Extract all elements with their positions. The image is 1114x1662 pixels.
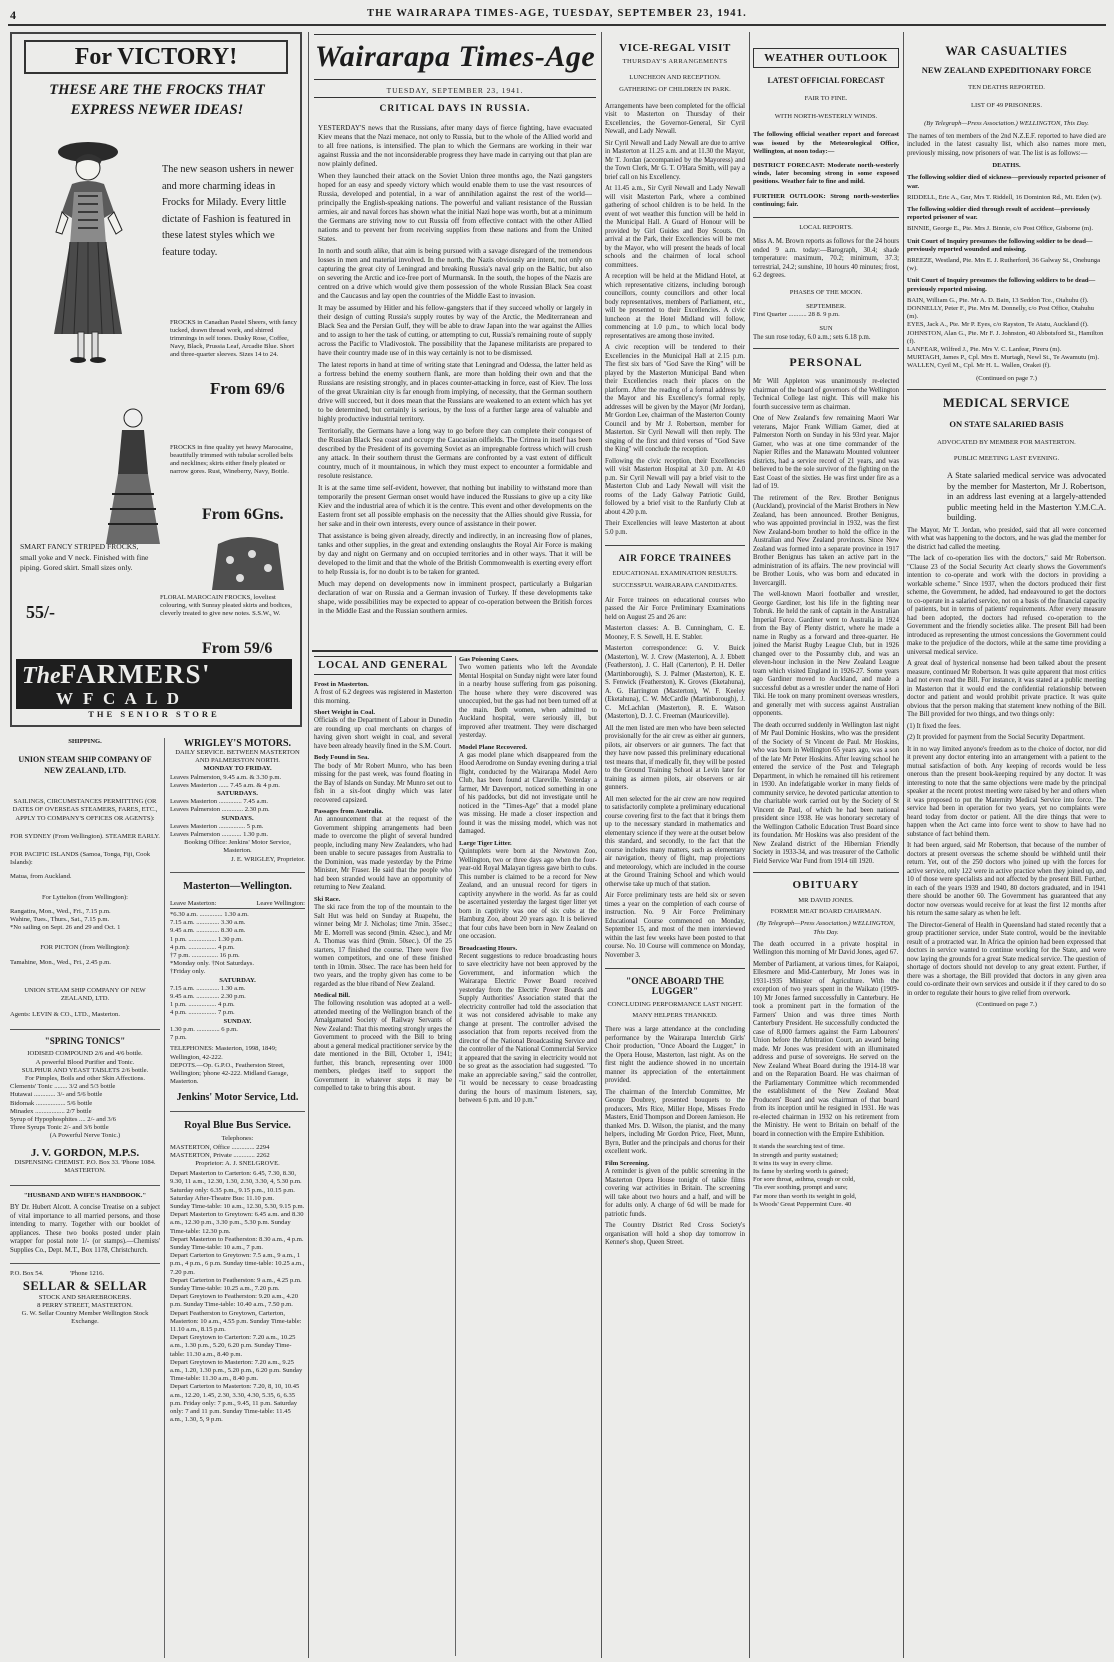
tonic-line: IODISED COMPOUND 2/6 and 4/6 bottle. bbox=[27, 1050, 143, 1058]
editorial-section bbox=[314, 34, 596, 644]
editorial-paragraph: Much may depend on developments now in imminent prospect, particularly a Bulgarian declaration of war on Russia and a German invasion of Turkey. If these developments take shape, wide possibilities may be expected to appear of co-operation between the British forces in the Middle East and the Russian southern armies. bbox=[318, 580, 592, 615]
vice-regal-sub3: GATHERING OF CHILDREN IN PARK. bbox=[619, 86, 731, 94]
editorial-heading: CRITICAL DAYS IN RUSSIA. bbox=[379, 104, 531, 114]
shipping-company: UNION STEAM SHIP COMPANY OF NEW ZEALAND, LTD. bbox=[18, 755, 152, 776]
medical-paragraph: A great deal of hysterical nonsense had been talked about the present measure, continued Mr Robertson. It was quite apparent that most critics had not even read the Bill. For instance, it was stated at a public meeting in Masterton that it would end the confidential relationship between doctor and patient and would prohibit private practice. It was quite obvious that the person making that statement knew nothing of the Bill. The Bill provided for two things, and two things only: bbox=[907, 660, 1106, 719]
air-force-paragraph: Air Force trainees on educational courses who passed the Air Force Preliminary Examinations held on August 25 and 26 are: bbox=[605, 596, 745, 621]
lugger-paragraph: The chairman of the Interclub Committee, Mr George Doubrey, presented bouquets to the producers, Mrs Rice, Miller Hope, Misses Fredo Masters, Enid Thompson and Doreen Jamieson. He thanked Mrs. D. Wilson, the pianist, and the many helpers, including Mr Gordon Price, Fleet, Munn, Byrn, Butler and the principals and chorus for their excellent work. bbox=[605, 1088, 745, 1156]
air-force-sub2: SUCCESSFUL WAIRARAPA CANDIDATES. bbox=[612, 582, 738, 590]
timetable-row: 1.30 p.m. .............. 6 p.m. bbox=[170, 1025, 238, 1033]
casualty-entry: LANFEAR, Wilfred J., Pte. Mrs V. C. Lanfear, Pireru (m). bbox=[907, 345, 1062, 353]
timetable-rows bbox=[170, 911, 305, 1042]
item-title: Gas Poisoning Cases. bbox=[459, 656, 519, 663]
timetable-row: 4 p.m. ................. 4 p.m. bbox=[170, 943, 235, 951]
editorial-paragraph: It may be assumed by Hitler and his fellow-gangsters that if they succeed wholly or largely in their design of cutting Russia's supply routes by way of the Arctic, the Mediterranean and Black Sea and the Persian Gulf, they will be able to draw Japan into the war against the Allies and to assign to her the task of cutting, or attempting to cut, Russia's remaining route of supply across the Pacific to Vladivostok. The possibility that the Japanese militarists are prepared to have their country made use of in this way certainly is not to be dismissed. bbox=[318, 304, 592, 357]
medical-continued: (Continued on page 7.) bbox=[976, 1001, 1037, 1009]
casualty-entry: WALLEN, Cyril M., Cpl. Mr H. L. Wallen, Orakei (f). bbox=[907, 362, 1051, 370]
tonic-line: (A Powerful Nerve Tonic.) bbox=[49, 1132, 121, 1140]
royal-blue-proprietor: Proprietor: A. J. SNELGROVE. bbox=[195, 1159, 280, 1167]
died-accident: The following soldier died through result of accident—previously reported prisoner of war. bbox=[907, 205, 1090, 222]
lugger-sub2: MANY HELPERS THANKED. bbox=[632, 1012, 718, 1020]
royal-blue-line: Depart Masterton to Featherston: 8.30 a.m., 4 p.m. Sunday Time-table: 10 a.m., 7 p.m. bbox=[170, 1235, 304, 1251]
medical-sub3: PUBLIC MEETING LAST EVENING. bbox=[953, 454, 1060, 462]
timetable-row: *Monday only. †Not Saturdays. bbox=[170, 960, 255, 968]
wrigley-heading: WRIGLEY'S MOTORS. bbox=[183, 738, 292, 749]
casualty-entry: MURTAGH, James P., Cpl. Mrs E. Murtagh, Newl St., Te Awamutu (m). bbox=[907, 354, 1100, 362]
film-text: A reminder is given of the public screening in the Masterton Opera House tonight of talkie films covering war activities in Britain. The screening will take about two hours and a half, and will be for adults only. A charge of 6d will be made for patriotic funds. bbox=[605, 1168, 745, 1218]
wrigley-sub: DAILY SERVICE. BETWEEN MASTERTON AND PALMERSTON NORTH. bbox=[175, 749, 300, 765]
shipping-heading: SHIPPING. bbox=[68, 738, 102, 745]
timetable-row: 4 p.m. ................. 7 p.m. bbox=[170, 1009, 235, 1017]
timetable-row: *6.30 a.m. .............. 1.30 a.m. bbox=[170, 911, 249, 919]
weather-heading: WEATHER OUTLOOK bbox=[753, 48, 899, 68]
personal-paragraph: The retirement of the Rev. Brother Benignus (Auckland), provincial of the Marist Brothers in New Zealand, has been announced. Brother Benignus, who was appointed provincial in 1932, was the first New Zealand-born brother to hold the office in the Australian and New Zealand provinces. Since New Zealand was formed into a separate province in 1917 Brother Benignus has taken an active part in the administration of its affairs. The new provincial will be Brother Louis, who was born and educated in Invercargill. bbox=[753, 494, 899, 587]
casualty-entry: EYES, Jack A., Pte. Mr P. Eyes, c/o Rayston, Te Atatu, Auckland (f). bbox=[907, 321, 1089, 329]
shipping-column bbox=[10, 738, 165, 1658]
medical-paragraph: It in no way limited anyone's freedom as to the choice of doctor, nor did it prevent any doctor entering into an arrangement with a patient to the mutual satisfaction of both. Any keeping of records would be less onerous than the present book-keeping required by any doctor. It was interesting to note that the same objections were made by the principal speaker at the recent protest meeting were raised by her and others when it was proposed to put the Maternity Medical Service into force. The service had been in operation for two years, yet no complaints were heard today from doctor or patient. All the dire things that were to happen when the Act came into force went to show to have had no substance of fact behind them. bbox=[907, 745, 1106, 838]
moon-first-quarter: First Quarter ........... 28 8. 9 p.m. bbox=[753, 311, 840, 319]
vice-regal-paragraph: Sir Cyril Newall and Lady Newall are due to arrive in Masterton at 11.25 a.m. and at 11.30 the Mayor, Mr T. Jordan (accompanied by the Mayoress) and the Town Clerk, Mr G. T. O'Hara Smith, will pay a brief call on his Excellency. bbox=[605, 139, 745, 181]
casualties-source: (By Telegraph—Press Association.) WELLINGTON, This Day. bbox=[924, 120, 1089, 128]
wrigley-line: Leaves Masterton ...... 7.45 a.m. & 4 p.m. bbox=[170, 781, 280, 789]
royal-blue-line: Depart Greytown to Featherston: 9.20 a.m., 4.20 p.m. Sunday Time-table: 10.40 a.m., 7.50 p.m. bbox=[170, 1293, 299, 1309]
wrigley-line: Leaves Masterton ................ 5 p.m. bbox=[170, 822, 264, 830]
ad-subhead: THESE ARE THE FROCKS THAT EXPRESS NEWER IDEAS! bbox=[49, 82, 265, 118]
casualties-deaths: TEN DEATHS REPORTED. bbox=[968, 84, 1045, 91]
verse-line: It wins its way in every clime. bbox=[753, 1159, 833, 1167]
tonic-line: Clements' Tonic ........ 3/2 and 5/3 bottle bbox=[10, 1083, 116, 1091]
verse-line: Is Woods' Great Peppermint Cure. 40 bbox=[753, 1200, 852, 1208]
item-text: The ski race from the top of the mountain to the Salt Hut was held on Sunday at Ruapehu, the winner being Mr J. Nicholas; time 7min. 35sec.; Mr E. Morrell was second (9min. 42sec.), and Mr A. Thomas was third (9min. 50sec.). Of the 25 starters, 17 finished the course. There were five women competitors, and one of these finished tenth in 10min. 30sec. The race has been held for two years, and the trophy given has come to be regarded as the blue riband of New Zealand. bbox=[314, 904, 452, 988]
royal-blue-line: Depart Masterton to Greytown: 6.45 a.m. and 8.30 a.m., 12.30 p.m., 3.30 p.m., 5.30 p.m. Sunday Time-table: 12.30 p.m. bbox=[170, 1211, 304, 1235]
shipping-notice: SAILINGS, CIRCUMSTANCES PERMITTING (OR DATES OF OVERSEAS STEAMERS, FARES, ETC., APPLY TO COMPANY'S OFFICES OR AGENTS): bbox=[12, 798, 158, 822]
local-item bbox=[314, 754, 452, 805]
item-title: Body Found in Sea. bbox=[314, 754, 369, 762]
wrigley-mon-fri: MONDAY TO FRIDAY. bbox=[203, 765, 272, 773]
spring-tonics-list bbox=[10, 1050, 160, 1140]
editorial-paragraph: YESTERDAY'S news that the Russians, after many days of fierce fighting, have evacuated Kiev means that the Nazi menace, not only to Russia, but to the whole of the Allied world and to all free nations, is intensified. The plan to which the Germans are working in their war against Russia and the not inconsiderable progress they have made in carrying out that plan are now plainly defined. bbox=[318, 124, 592, 168]
editorial-body bbox=[318, 124, 592, 644]
royal-blue-line: Depart Masterton to Carterton: 6.45, 7.30, 8.30, 9.30, 11 a.m., 12.30, 1.30, 2.30, 3.30, 4, 5.30 p.m. Saturday only: 6.35 p.m., 9.15 p.m., 10.15 p.m. bbox=[170, 1170, 302, 1194]
verse-line: For sore throat, asthma, cough or cold, bbox=[753, 1176, 855, 1184]
medical-heading: MEDICAL SERVICE bbox=[943, 395, 1070, 410]
wrigley-line: Leaves Palmerston ............ 1.30 p.m. bbox=[170, 831, 268, 839]
farmers-logo bbox=[16, 659, 292, 721]
deaths-heading: DEATHS. bbox=[992, 162, 1021, 170]
item-text: Officials of the Department of Labour in Dunedin are rounding up coal merchants on charges of having given short weight in coal, and several have been already heavily fined in the S.M. Court. bbox=[314, 717, 452, 750]
royal-blue-line: Depart Greytown to Carterton: 7.20 a.m., 10.25 a.m., 1.30 p.m., 5.20, 6.20 p.m. Sunday Time-table: 11.30 a.m., 8.40 p.m. bbox=[170, 1334, 296, 1358]
weather-fine: FAIR TO FINE. bbox=[804, 95, 848, 102]
logo-name: FARMERS' bbox=[60, 659, 211, 689]
timetable-row: †Friday only. bbox=[170, 968, 206, 976]
obituary-name: MR DAVID JONES. bbox=[798, 897, 854, 905]
editorial-paragraph: In north and south alike, that aim is being pursued with a savage disregard of the tremendous losses in men and material involved. In the north, the Nazis obviously are intent, not only on capturing the great city of Leningrad and breaking Russia's naval grip on the Baltic, but also on severing the Arctic and ice-free port of Murmansk. In the south, the hopes of the Nazis are centred on a drive which would give them possession of the whole Russian Black Sea coast and the Caucasus and lay open the countries of the Middle East to invasion. bbox=[318, 247, 592, 300]
wrigley-line: Leaves Masterton .............. 7.45 a.m. bbox=[170, 798, 268, 806]
floral-frock-illustration bbox=[208, 534, 288, 594]
timetable-row: 1 p.m. ................. 1.30 p.m. bbox=[170, 935, 243, 943]
royal-blue-heading: Royal Blue Bus Service. bbox=[184, 1120, 291, 1132]
shipping-sydney: FOR SYDNEY (From Wellington). STEAMER EARLY. bbox=[10, 832, 160, 840]
ad-item3-price: 55/- bbox=[26, 602, 55, 622]
casualties-continued: (Continued on page 7.) bbox=[976, 374, 1037, 382]
vice-regal-paragraph: Following the civic reception, their Excellencies will visit Masterton Hospital at 3.0 p.m. At 4.0 p.m. Sir Cyril Newall will pay a brief visit to the Masterton Club and Lady Newall will visit the rooms of the Lady Galway Patriotic Guild, followed by a brief visit to the Ranfurly Club at about 4.20 p.m. bbox=[605, 457, 745, 516]
medical-paragraph: (1) It fixed the fees. bbox=[907, 722, 961, 730]
royal-blue-tel: MASTERTON, Office .............. 2294 bbox=[170, 1143, 270, 1151]
wrigley-sundays: SUNDAYS. bbox=[221, 814, 254, 822]
lugger-sub: CONCLUDING PERFORMANCE LAST NIGHT. bbox=[607, 1001, 743, 1009]
vice-regal-paragraph: At 11.45 a.m., Sir Cyril Newall and Lady Newall will visit Masterton Park, where a combined gathering of school children is to be held. In the event of wet weather this function will be held in the Municipal Hall. A Guard of Honour will be provided by Girl Guides and Boy Scouts. On arrival at the Park, their Excellencies will be met by the Mayor, who will present the heads of local schools and the chairmen of local school committees. bbox=[605, 185, 745, 269]
timetable-row: SATURDAY. bbox=[219, 976, 256, 984]
weather-personal-column bbox=[753, 34, 899, 1658]
item-title: Passages from Australia. bbox=[314, 808, 384, 816]
item-text: A gas model plane which disappeared from the Hood Aerodrome on Sunday evening during a trial flight, conducted by the Wairarapa Model Aero Club, has been found at Clareville. Yesterday a farmer, Mr Davenport, noticed something in one of his paddocks, but did not investigate until he noticed in the "Times-Age" that a model plane was missing. He made a closer inspection and found it was the missing model, which was not damaged. bbox=[459, 751, 597, 836]
medical-lead: A State salaried medical service was advocated by the member for Masterton, Mr J. Robertson, in an address last evening at a largely-attended public meeting held in the Masterton Y.M.C.A. building. bbox=[947, 471, 1106, 523]
local-item bbox=[314, 709, 452, 751]
moon-heading: PHASES OF THE MOON. bbox=[789, 288, 863, 296]
timetable-row: 1 p.m. ................. 4 p.m. bbox=[170, 1001, 235, 1009]
wrigley-sign: J. E. WRIGLEY, Proprietor. bbox=[231, 855, 305, 863]
local-item bbox=[314, 992, 452, 1094]
casualty-entry: BAIN, William G., Pte. Mr A. D. Bain, 13 Seddon Tce., Otahuhu (f). bbox=[907, 296, 1089, 304]
casualty-entry: BINNIE, George E., Pte. Mrs J. Binnie, c/o Post Office, Gisborne (m). bbox=[907, 225, 1094, 233]
vice-regal-paragraph: Their Excellencies will leave Masterton at about 5.0 p.m. bbox=[605, 520, 745, 536]
editorial-date: TUESDAY, SEPTEMBER 23, 1941. bbox=[314, 86, 596, 98]
editorial-paragraph: It is at the same time self-evident, however, that nothing but inability to withstand more than temporarily the present German onset would have induced the Russians to give up a city like Kiev and the industrial area of which it is the centre. This event and other developments on the Eastern front set all possible emphasis on the necessity that the Allies should give Russia, for her sake and in their own interests, every ounce of assistance in their power. bbox=[318, 484, 592, 528]
court-inquiry-1: Unit Court of Inquiry presumes the following soldier to be dead—previously reported wounded and missing. bbox=[907, 237, 1093, 253]
royal-blue-line: Depart Carterton to Greytown: 7.5 a.m., 9 a.m., 1 p.m., 4 p.m., 6 p.m. Sunday time-table: 10.25 a.m., 7.20 p.m. bbox=[170, 1252, 305, 1276]
tonic-line: Hutawai ............. 3/- and 5/6 bottle bbox=[10, 1091, 103, 1099]
local-reports-heading: LOCAL REPORTS. bbox=[799, 224, 853, 232]
sellar-member: G. W. Sellar Country Member Wellington Stock Exchange. bbox=[21, 1309, 149, 1326]
obituary-paragraph: The death occurred in a private hospital in Wellington this morning of Mr David Jones, aged 67. bbox=[753, 940, 899, 957]
timetable-row: 7.15 a.m. .............. 3.30 a.m. bbox=[170, 919, 246, 927]
item-title: Ski Race. bbox=[314, 895, 341, 903]
sun-text: The sun rose today, 6.0 a.m.; sets 6.18 p.m. bbox=[753, 333, 871, 341]
jenkins-footer: Jenkins' Motor Service, Ltd. bbox=[176, 1092, 299, 1104]
casualty-entry: BREEZE, Westland, Pte. Mrs E. J. Rutherford, 36 Galway St., Onehunga (w). bbox=[907, 256, 1101, 273]
item-text: Recent suggestions to reduce broadcasting hours to save electricity have not been approved by the Government, and information which the Wairarapa Electric Power Board received yesterday from the Electric Power Boards and Supply Authorities' Association stated that the electricity controller had told the association that it was not considered advisable to make any change at present. The controller advised the association that from reports received from the director of the National Broadcasting Service and the controller of the National Commercial Service it appeared that the saving in electricity would not be so great as the association had suggested. "To make an appreciable saving," said the controller, "it would be necessary to cease broadcasting during the hours of maximum listeners, say, between 6 p.m. and 10 p.m." bbox=[459, 952, 597, 1105]
shipping-wahine: Wahine, Tues., Thurs., Sat., 7.15 p.m. bbox=[10, 916, 110, 924]
sellar-street: 8 PERRY STREET, MASTERTON. bbox=[37, 1301, 133, 1309]
editorial-paragraph: Territorially, the Germans have a long way to go before they can complete their conquest of the Russian Black Sea coast and occupy the Caucasian oilfields. The Crimea in itself has been described by the President of its governing Soviet as an impregnable fortress which will crush any attack. In their southern thrust the Germans are confronted by a vast extent of difficult country, much of it mountainous, in which they must expect to encounter a formidable and resolute resistance. bbox=[318, 427, 592, 480]
lugger-paragraph: There was a large attendance at the concluding performance by the Wairarapa Interclub Girls' Choir production, "Once Aboard the Lugger," in the Opera House, Masterton, last night. As on the first night the audience showed in no uncertain manner its appreciation of the entertainment provided. bbox=[605, 1026, 745, 1085]
obituary-verse bbox=[753, 1143, 899, 1209]
shipping-matua: Matua, from Auckland. bbox=[10, 873, 72, 881]
local-general-heading: LOCAL AND GENERAL bbox=[314, 656, 452, 675]
court-inquiry-2: Unit Court of Inquiry presumes the following soldiers to be dead—previously reported missing. bbox=[907, 277, 1096, 293]
spring-tonics-heading: "SPRING TONICS" bbox=[44, 1036, 126, 1047]
chemist-sub: DISPENSING CHEMIST. P.O. Box 33. 'Phone 1084. MASTERTON. bbox=[14, 1158, 156, 1174]
tonic-line: A powerful Blood Purifier and Tonic. bbox=[35, 1058, 135, 1066]
medical-paragraph: "The lack of co-operation lies with the doctors," said Mr Robertson. "Clause 23 of the Social Security Act clearly shows the Government's intention to co-operate and work with the doctors in providing a workable scheme." Since 1937, when the doctors produced their first scheme, the Government, he added, had endeavoured to get the doctors to co-operate in a salaried service, not on a basis of the financial capacity of patients, but in terms of patients' requirements. After every measure had been adopted, the doctors had refused co-operation to the Government and the friendly societies alike. The present Bill had been introduced as representing the utmost concessions the Government could make to the prejudice of the doctors, while at the same time providing a universal medical service. bbox=[907, 555, 1106, 656]
ad-item4-price: From 59/6 bbox=[202, 640, 273, 657]
air-force-heading: AIR FORCE TRAINEES bbox=[618, 554, 732, 565]
local-general-right bbox=[459, 656, 597, 1656]
casualty-entry: DONNELLY, Peter F., Pte. Mrs M. Donnelly, c/o Post Office, Otahuhu (m). bbox=[907, 304, 1094, 321]
obituary-heading: OBITUARY bbox=[792, 879, 860, 892]
tonic-line: Three Syrups Tonic 2/- and 3/6 bottle bbox=[10, 1124, 109, 1132]
editorial-paragraph: When they launched their attack on the Soviet Union three months ago, the Nazi gangsters hoped for an easy and speedy victory which would enable them to use the vast resources of Russia, developed and potential, in a war of annihilation against the rest of the world—principally the English-speaking nations. The powerful and valiant resistance of the Russian armies, air and naval forces has shown what the initial Nazi hope was worth, but at a minimum the Germans are striving now to cut Russia off from effective contact with the other Allied nations and to prevent her from receiving supplies from these nations and from the United States. bbox=[318, 172, 592, 243]
item-text: An announcement that at the request of the Government shipping arrangements had been made to overcome the plight of several hundred people, including many New Zealanders, who had been unable to secure passages from Australia to the Dominion, was made yesterday by the Prime Minister, Mr Fraser. He said that the people who had been stranded would have an opportunity of returning to New Zealand. bbox=[314, 816, 452, 892]
royal-blue-line: Depart Carterton to Masterton: 7.20, 8, 10, 10.45 a.m., 12.20, 1.45, 2.30, 3.30, 4.30, 5.35, 6, 6.35 p.m. Friday only: 7 p.m., 9.45, 11 p.m. Saturday only: 7 and 11 p.m. Sunday Time-table: 11.45 a.m., 1.30, 5, 9 p.m. bbox=[170, 1383, 300, 1424]
vice-regal-sub: THURSDAY'S ARRANGEMENTS bbox=[622, 58, 728, 65]
vice-regal-paragraph: A reception will be held at the Midland Hotel, at which representative citizens, including borough councillors, county councillors and other local body representatives, members of Parliament, etc., will be presented to their Excellencies. A civic luncheon at the Hotel Midland will follow, commencing at 1.0 p.m., to which local body representatives are among those invited. bbox=[605, 273, 745, 340]
local-general-left bbox=[314, 656, 452, 1656]
wrigley-saturdays: SATURDAYS. bbox=[217, 790, 258, 798]
item-title: Short Weight in Coal. bbox=[314, 709, 376, 717]
logo-tagline: THE SENIOR STORE bbox=[16, 709, 292, 721]
sellar-name: SELLAR & SELLAR bbox=[22, 1278, 148, 1293]
ad-intro: The new season ushers in newer and more charming ideas in Frocks for Milady. Every little dictate of Fashion is featured in these latest styles which we feature today. bbox=[162, 164, 294, 258]
shipping-rangatira: Rangatira, Mon., Wed., Fri., 7.15 p.m. bbox=[10, 907, 111, 915]
wrigley-line: Leaves Palmerston, 9.45 a.m. & 3.30 p.m. bbox=[170, 773, 282, 781]
local-item bbox=[459, 744, 597, 837]
fashion-model-illustration bbox=[18, 134, 156, 374]
vice-regal-paragraph: A civic reception will be tendered to their Excellencies in the Municipal Hall at 2.15 p.m. The first six bars of "God Save the King" will be played by the Masterton Municipal Band when their Excellencies reach their places on the platform. After the reading of a formal address by the Mayor and his Excellency's formal reply, addresses will be given by the Mayor (Mr Jordan), Mr Gordon Lee, chairman of the Masterton County Council and by Mr J. Robertson, member for Masterton. Sir Cyril Newall will then reply. The singing of the first and third verses of "God Save the King" will conclude the reception. bbox=[605, 344, 745, 454]
obituary-source: (By Telegraph—Press Association.) WELLINGTON, This Day. bbox=[757, 920, 895, 936]
ad-item4-text: FLORAL MAROCAIN FROCKS, loveliest colouring, with Sunray pleated skirts and bodices, cleverly treated to give new notes. S.S.W., W. bbox=[160, 594, 292, 617]
farmers-advertisement bbox=[10, 32, 302, 727]
royal-blue-line: Depart Featherston to Greytown, Carterton, Masterton: 10 a.m., 4.55 p.m. Sunday Time-table: 11.10 a.m., 8.15 p.m. bbox=[170, 1309, 302, 1333]
col-leave-masterton: Leave Masterton: bbox=[170, 899, 217, 907]
wrigley-booking: Booking Office: Jenkins' Motor Service, Masterton. bbox=[184, 839, 291, 855]
air-force-paragraph: Masterton classes: A. B. Cunningham, C. E. Mooney, F. S. Sewell, H. E. Stabler. bbox=[605, 625, 745, 641]
medical-paragraph: It had been argued, said Mr Robertson, that because of the number of doctors at present overseas the scheme should be withheld until their return. Yet, out of the 250 doctors who joined up with the forces for active service, only 122 were in active practice when they joined up, and 10 of those were specialists and not affected by the present Bill. Further, in each of the years 1939 and 1940, 80 doctors graduated, and in 1941 there should be another 60. The Government has guaranteed that any doctor now overseas would receive for at least the first 12 months after his return the same salary as when he left. bbox=[907, 842, 1106, 918]
personal-paragraph: One of New Zealand's few remaining Maori War veterans, Major Frank William Gamer, died at Palmerston North on Sunday in his 93rd year. Major Gamer, who was at one time commander of the Napier Rifles and the Manawatu Mounted volunteer districts, had a service record of 21 years, and was believed to be the sole survivor of the fighting on the East Coast of the sixties. He was first under fire as a lad of 19. bbox=[753, 415, 899, 491]
royal-blue-line: Saturday After-Theatre Bus: 11.10 p.m. bbox=[170, 1194, 275, 1202]
personal-heading: PERSONAL bbox=[789, 355, 863, 370]
medical-paragraph: The Mayor, Mr T. Jordan, who presided, said that all were concerned with what was happening to the doctors, and he was glad the member for the district had called the meeting. bbox=[907, 526, 1106, 551]
casualty-entry: RIDDELL, Eric A., Gnr, Mrs T. Riddell, 16 Dominion Rd., Mt. Eden (w). bbox=[907, 193, 1102, 201]
vice-regal-heading: VICE-REGAL VISIT bbox=[619, 42, 731, 54]
col-leave-wellington: Leave Wellington: bbox=[256, 899, 305, 907]
royal-blue-line: Depart Carterton to Featherston: 9 a.m., 4.25 p.m. Sunday Time-table: 10.25 a.m., 7.20 p.m. bbox=[170, 1276, 302, 1292]
item-text: The following resolution was adopted at a well-attended meeting of the Wellington branch of the Amalgamated Society of Railway Servants of New Zealand: That this meeting strongly urges the Government to proceed with the Bill to bring about a general medical practitioner service by the date mentioned in the Bill, October 1, 1941; further, this branch, representing over 1000 members, pledges itself to support the Government in whatever steps it may be compelled to take to bring this about. bbox=[314, 1000, 452, 1093]
sellar-box: P.O. Box 54. 'Phone 1216. bbox=[10, 1270, 105, 1278]
item-text: Two women patients who left the Avondale Mental Hospital on Sunday night were later found in a nearby house suffering from gas poisoning. The house where they were discovered was unoccupied, but the gas had not been turned off at the main. Both women, when admitted to Auckland hospital, were seriously ill, but improved after treatment. They were discharged yesterday. bbox=[459, 664, 597, 740]
shipping-lyttelton: For Lyttelton (from Wellington): bbox=[42, 893, 128, 901]
paper-nameplate: Wairarapa Times-Age bbox=[314, 34, 596, 80]
timetable-row: 9.45 a.m. .............. 8.30 a.m. bbox=[170, 927, 246, 935]
local-item bbox=[459, 656, 597, 741]
sellar-sub: STOCK AND SHAREBROKERS. bbox=[38, 1293, 132, 1301]
local-item bbox=[314, 896, 452, 989]
chemist-name: J. V. GORDON, M.P.S. bbox=[30, 1146, 140, 1159]
handbook-heading: "HUSBAND AND WIFE'S HANDBOOK." bbox=[23, 1192, 147, 1200]
ad-item2-text: FROCKS in fine quality yet heavy Marocaine, beautifully trimmed with tubular scrolled belts and necklines; skirts either finely pleated or narrow gores. Rust, Wineberry, Navy, Bottle. bbox=[170, 444, 293, 475]
timetable-row: 9.45 a.m. .............. 2.30 p.m. bbox=[170, 993, 246, 1001]
page-number: 4 bbox=[10, 8, 16, 22]
item-text: The body of Mr Robert Munro, who has been missing for the past week, was found floating in the Bay of Islands on Sunday. Mr Munro set out to fish in a six-foot dinghy which was later recovered capsized. bbox=[314, 762, 452, 804]
logo-the: The bbox=[22, 663, 61, 689]
editorial-paragraph: The latest reports in hand at time of writing state that Leningrad and Odessa, the latter held as a fortress behind the enemy southern flank, are more than holding their own and that the Russians are resisting strongly, and in places counter-attacking in force, east of Kiev. The loss of the great Ukrainian city is far enough from implying, of necessity, that the German southern drive will succeed, but it does mean that the Russians are weakened to an extent which has yet to be determined, but certainly is serious, by the loss of a further large area of valuable and highly productive industrial territory. bbox=[318, 361, 592, 423]
item-title: Medical Bill. bbox=[314, 992, 350, 1000]
casualties-prisoners: LIST OF 49 PRISONERS. bbox=[971, 102, 1042, 110]
timetable-row: 7 p.m. bbox=[170, 1034, 187, 1042]
moon-month: SEPTEMBER. bbox=[806, 302, 846, 310]
sun-heading: SUN bbox=[819, 325, 833, 333]
tonic-line: For Pimples, Boils and other Skin Affections. bbox=[24, 1075, 146, 1083]
casualty-entry: JOHNSTON, Alan G., Pte. Mr F. J. Johnston, 40 Abbotsford St., Hamilton (f). bbox=[907, 329, 1104, 345]
local-item bbox=[314, 681, 452, 706]
weather-sub: LATEST OFFICIAL FORECAST bbox=[767, 76, 885, 85]
obituary-sub: FORMER MEAT BOARD CHAIRMAN. bbox=[770, 908, 882, 916]
tonic-line: Syrup of Hypophosphites .... 2/- and 3/6 bbox=[10, 1116, 116, 1124]
running-title: THE WAIRARAPA TIMES-AGE, TUESDAY, SEPTEMBER 23, 1941. bbox=[366, 8, 748, 19]
medical-sub2: ADVOCATED BY MEMBER FOR MASTERTON. bbox=[937, 438, 1076, 446]
motor-services-column bbox=[170, 738, 305, 1658]
air-force-sub: EDUCATIONAL EXAMINATION RESULTS. bbox=[612, 570, 738, 578]
air-force-paragraph: Air Force preliminary tests are held six or seven times a year on the completion of each course of instruction. No. 9 Air Force Preliminary Educational Course commenced on Monday, September 15, and most of the men interviewed within the last few weeks have been posted to that course. No. 10 Course will commence on Monday, November 3. bbox=[605, 892, 745, 959]
red-cross-text: The Country District Red Cross Society's organisation will hold a shop day tomorrow in Kenner's shop, Queen Street. bbox=[605, 1222, 745, 1247]
personal-paragraph: The well-known Maori footballer and wrestler, George Gardiner, lost his life in the fighting near Tobruk. He held the rank of captain in the Australian Imperial Force. Gardiner went to Australia in 1924 from the Bay of Plenty district, where he made a name in Rugby as a forward and three-quarter. He joined the Marist Rugby League Club, but in 1926 changed over to the Possumby club, and was an eleven-hour inclusion in the New Zealand League team which visited England in 1926-27. Some years ago Gardiner moved to Auckland, and made a successful debut as a wrestler under the name of Hori Tiki. He took on many prominent overseas wrestlers, and generally met with success against Australian opponents. bbox=[753, 591, 899, 718]
vice-regal-paragraph: Arrangements have been completed for the official visit to Masterton on Thursday of their Excellencies, the Governor-General, Sir Cyril Newall, and Lady Newall. bbox=[605, 102, 745, 136]
verse-line: 'Tis ever soothing, prompt and sure; bbox=[753, 1184, 848, 1192]
ad-item1-text: FROCKS in Canadian Pastel Sheers, with fancy tucked, drawn thread work, and shirred trimmings in self tones. Dusky Rose, Coffee, Navy, Black, Prussia Leaf, Arcadie Blue. Short and three-quarter sleeves. Sizes 14 to 24. bbox=[170, 319, 297, 358]
casualties-intro: The names of ten members of the 2nd N.Z.E.F. reported to have died are included in the latest casualty list, which also names more men, previously missing, now prisoners of war. The list is as follows:— bbox=[907, 132, 1106, 157]
local-item bbox=[314, 808, 452, 893]
casualties-sub: NEW ZEALAND EXPEDITIONARY FORCE bbox=[921, 65, 1092, 75]
tonic-line: Minadex .................. 2/7 bottle bbox=[10, 1107, 92, 1115]
obituary-paragraph: Member of Parliament, at various times, for Kaiapoi, Ellesmere and Mid-Canterbury, Mr Jones was in 1931-1935 Minister of Agriculture. With the exception of two years spent in the Waikato (1909-10) Mr Jones farmed successfully in Canterbury. He took a prominent part in the formation of the Farmers' Union and was three times North Canterbury President. He successfully conducted the case of 8,000 farmers against the Farm Labourers' Union before the Arbitration Court, an award being made. Mr Jones was president with an illuminated address and purse of sovereigns. He served on the New Zealand Wheat Board during the 1914-18 war and on the Reparation Board. He was chairman of the Parliamentary Committee which recommended the establishment of the New Zealand Meat Producers' Board and was chairman of that board from its inception until he resigned in 1931. He was re-elected chairman in 1932 on his retirement from the Ministry. He went to Britain on behalf of the board in connection with the Empire Exhibition. bbox=[753, 960, 899, 1138]
wrigley-line: Leaves Palmerston ............. 2.30 p.m. bbox=[170, 806, 270, 814]
item-title: Model Plane Recovered. bbox=[459, 743, 528, 751]
royal-blue-line: Depart Greytown to Masterton: 7.20 a.m., 9.25 a.m., 1.20, 1.30 p.m., 5.20 p.m., 6.20 p.m. Sunday Time-table: 11.30 a.m., 8.40 p.m. bbox=[170, 1358, 303, 1383]
ad-headline: For VICTORY! bbox=[24, 40, 288, 74]
medical-paragraph: The Director-General of Health in Queensland had stated recently that a group practitioner service, under State control, would be the inevitable result of a protracted war. In Africa the opinion had been expressed that doctors in service wanted to continue working for the State, and were now laying the grounds for a great State medical service. The question of shortage of doctors should not develop to any great extent. Further, if there was a shortage, the Bill provided that doctors in any given area could co-ordinate their own services and outside it if they cared to do so in order to regulate their hours to give relief from overwork. bbox=[907, 921, 1106, 997]
royal-blue-tel: MASTERTON, Private ............. 2262 bbox=[170, 1151, 270, 1159]
casualties-heading: WAR CASUALTIES bbox=[945, 44, 1068, 58]
shipping-no-sailing: *No sailing on Sept. 26 and 29 and Oct. 1 bbox=[10, 924, 121, 932]
personal-paragraph: The death occurred suddenly in Wellington last night of Mr Paul Dominic Hoskins, who was the president of the Society of St Vincent de Paul. Mr Hoskins, who was born in Wellington 65 years ago, was a son of the late Mr Peter Hoskins. After leaving school he entered the service of the Post and Telegraph Department, in which he remained till his retirement in 1930. An indefatigable worker in many fields of community service, he devoted particular attention to the charitable work carried out by the Society of St Vincent de Paul, of which he had been national president since 1938. He was honorary secretary of the Wellington Catholic Education Trust Board since its foundation. Mr Hoskins was also president of the New Zealand district of the Hibernian Friendly Society in 1933-34, and was treasurer of the Catholic Field Service War Fund from 1914 till 1920. bbox=[753, 721, 899, 865]
shipping-company-2: UNION STEAM SHIP COMPANY OF NEW ZEALAND, LTD. bbox=[24, 986, 146, 1003]
vice-regal-column bbox=[605, 34, 745, 1658]
died-sickness: The following soldier died of sickness—previously reported prisoner of war. bbox=[907, 174, 1106, 190]
ad-item3-text: SMART FANCY STRIPED FROCKS, small yoke and V neck. Finished with fine piping. Gored skirt. Small sizes only. bbox=[20, 542, 149, 572]
timetable-row: 7.15 a.m. .............. 1.30 a.m. bbox=[170, 984, 246, 992]
royal-blue-line: Sunday Time-table: 10 a.m., 12.30, 5.30, 9.15 p.m. bbox=[170, 1202, 305, 1210]
ad-item2-price: From 6Gns. bbox=[202, 506, 284, 523]
striped-frock-illustration bbox=[98, 404, 168, 554]
shipping-tamahine: Tamahine, Mon., Wed., Fri., 2.45 p.m. bbox=[10, 958, 111, 966]
vice-regal-sub2: LUNCHEON AND RECEPTION. bbox=[629, 74, 721, 82]
timetable-depots: DEPOTS.—Op. G.P.O., Featherston Street, Wellington; 'phone 42-222. Midland Garage, Masterton. bbox=[170, 1061, 289, 1086]
weather-district: DISTRICT FORECAST: Moderate north-westerly winds, later becoming strong in some exposed positions. Weather fair to fine and mild. bbox=[753, 162, 899, 186]
air-force-paragraph: All men selected for the air crew are now required to satisfactorily complete a preliminary educational course covering first to the fact that it brings them up to the necessary standard in mathematics and elementary science if they were at the outset below this standard, and secondly, to the fact that the course includes many matters, such as elementary air navigation, theory of flight, map projections and meteorology, which are included in the course at the Ground Training School and which would otherwise take up much of that station. bbox=[605, 795, 745, 888]
shipping-agents: Agents: LEVIN & CO., LTD., Masterton. bbox=[10, 1011, 121, 1019]
item-title: Broadcasting Hours. bbox=[459, 944, 518, 952]
item-text: A frost of 6.2 degrees was registered in Masterton this morning. bbox=[314, 689, 452, 705]
timetable-row: SUNDAY. bbox=[223, 1017, 252, 1025]
timetable-telephones: TELEPHONES: Masterton, 1998, 1849; Wellington, 42-222. bbox=[170, 1045, 277, 1061]
medical-sub: ON STATE SALARIED BASIS bbox=[949, 418, 1064, 429]
local-item bbox=[459, 945, 597, 1106]
item-text: Quintuplets were born at the Newtown Zoo, Wellington, two or three days ago when the four-year-old Royal Malayan tigress gave birth to cubs. This number is claimed to be a record for New Zealand, and an unusual record for tigers in captivity anywhere in the world. As far as could be ascertained yesterday the largest tiger litter yet born in captivity was one of six cubs at the Hamburg Zoo, about 20 years ago. It is believed that four cubs have been born in New Zealand on one occasion. bbox=[459, 848, 597, 941]
timetable-row: †7 p.m. ................ 16 p.m. bbox=[170, 952, 240, 960]
item-title: Large Tiger Litter. bbox=[459, 839, 512, 847]
tonic-line: SULPHUR AND YEAST TABLETS 2/6 bottle. bbox=[21, 1066, 149, 1074]
verse-line: Its fame by sterling worth is gained; bbox=[753, 1167, 849, 1175]
handbook-text: BY Dr. Hubert Alcott. A concise Treatise on a subject of vital importance to all married persons, and those intending to marry. Together with our booklet of appliances. These two books posted under plain wrapper for postal note 1/- (or stamps).—Chemists' Supplies Co., Dept. M.T., Box 1178, Christchurch. bbox=[10, 1204, 160, 1254]
weather-winds: WITH NORTH-WESTERLY WINDS. bbox=[774, 113, 878, 121]
masterton-wellington-heading: Masterton—Wellington. bbox=[183, 880, 292, 892]
air-force-paragraph: Masterton correspondence: G. V. Buick (Masterton), W. J. Crew (Masterton), A. J. Ebbett (Featherston), J. C. Hall (Carterton), P. H. Deller (Martinborough), S. J. Palmer (Masterton), K. E. S. Fenwick (Featherston), K. Groves (Eketahuna), A. G. Harrington (Masterton), W. F. Keeley (Eketahuna), C. W. McCardle (Martinborough), J. C. McLachlan (Masterton), R. E. Watson (Masterton), D. J. C. Freeman (Mauriceville). bbox=[605, 645, 745, 721]
air-force-paragraph: All the men listed are men who have been selected provisionally for the air crew as either air gunners, pilots, air observers or air gunners. The fact that they have now passed this preliminary educational test means that, if medically fit, they will be posted to the Ground Training School at Levin later for training as airmen pilots, air observers or air gunners. bbox=[605, 724, 745, 792]
verse-line: Far more than worth its weight in gold, bbox=[753, 1192, 857, 1200]
editorial-paragraph: That assistance is being given already, directly and indirectly, in an increasing flow of planes, tanks and other supplies, in the great and extending onslaughts the Royal Air Force is making by day and night on Germany and on occupied territories and in other ways. That it will be developed to the limit and that the whole of the British Commonwealth is exerting every effort to help Russia is, for no doubt is to be taken for granted. bbox=[318, 532, 592, 576]
logo-wfcald: W F C A L D bbox=[56, 689, 183, 708]
lugger-heading: "ONCE ABOARD THE LUGGER" bbox=[625, 977, 724, 998]
ad-item1-price: From 69/6 bbox=[210, 379, 285, 398]
weather-further: FURTHER OUTLOOK: Strong north-westerlies continuing; fair. bbox=[753, 192, 899, 208]
royal-blue-telephones: Telephones: bbox=[221, 1135, 254, 1143]
tonic-line: Bidomak .................. 5/6 bottle bbox=[10, 1099, 93, 1107]
shipping-pacific: FOR PACIFIC ISLANDS (Samoa, Tonga, Fiji, Cook Islands): bbox=[10, 851, 151, 867]
verse-line: It stands the searching test of time. bbox=[753, 1143, 845, 1151]
shipping-picton: FOR PICTON (from Wellington): bbox=[40, 944, 130, 952]
personal-paragraph: Mr Will Appleton was unanimously re-elected chairman of the board of governors of the Wellington Technical College last night. This will make his fourth successive term as chairman. bbox=[753, 378, 899, 411]
local-reports-text: Miss A. M. Brown reports as follows for the 24 hours ended 9 a.m. today:—Barograph, 30.4; shade temperature: maximum, 70.2; minimum, 37.3; terrestrial, 24.2; sunshine, 10 hours 40 minutes; frost, 6.2 degrees. bbox=[753, 238, 899, 280]
medical-paragraph: (2) It provided for payment from the Social Security Department. bbox=[907, 734, 1085, 742]
film-heading: Film Screening. bbox=[605, 1159, 650, 1167]
local-item bbox=[459, 840, 597, 942]
casualties-medical-column bbox=[907, 34, 1106, 1658]
item-title: Frost in Masterton. bbox=[314, 681, 369, 688]
verse-line: In strength and purity sustained; bbox=[753, 1151, 838, 1159]
weather-note: The following official weather report and forecast was issued by the Meteorological Office, Wellington, at noon today:— bbox=[753, 131, 899, 155]
